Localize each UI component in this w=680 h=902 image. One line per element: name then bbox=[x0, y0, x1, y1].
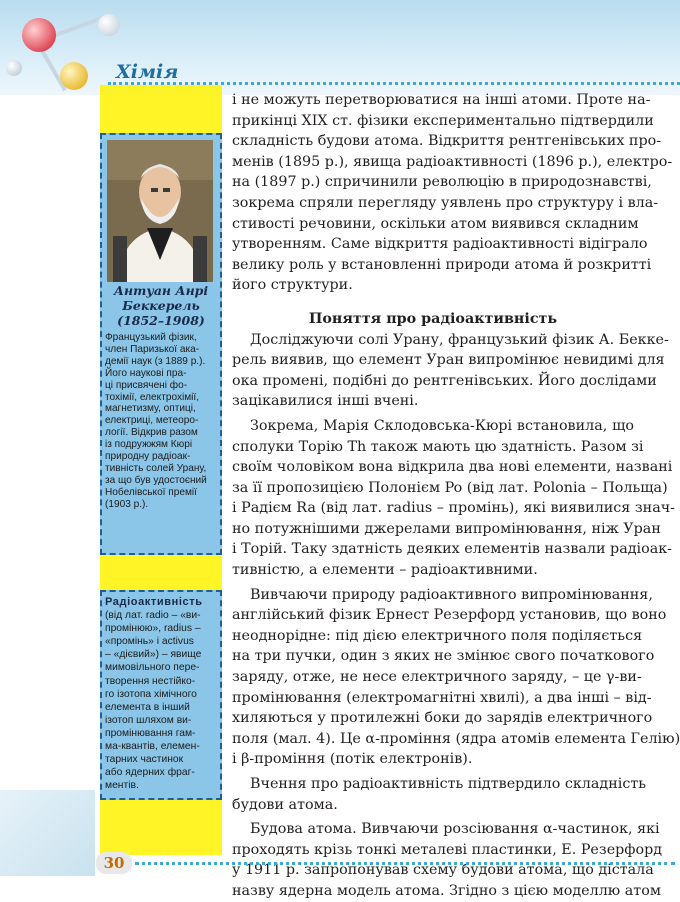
definition-line: ізотоп шляхом ви- bbox=[105, 714, 192, 726]
definition-line: або ядерних фраг- bbox=[105, 767, 195, 779]
text-line: менів (1895 р.), явища радіоактивності (1896 р.), електро- bbox=[232, 153, 673, 170]
scientist-bio bbox=[105, 332, 207, 511]
molecule-atom-yellow bbox=[60, 62, 88, 90]
molecule-atom-red bbox=[22, 18, 56, 52]
bio-line: член Паризької ака- bbox=[105, 343, 200, 355]
footer-decoration bbox=[0, 790, 95, 876]
text-line: хиляються у протилежні боки до зарядів електричного bbox=[232, 710, 653, 727]
text-line: зокрема спряли перегляду уявлень про структуру і вла- bbox=[232, 194, 659, 211]
paragraph-atom-structure bbox=[232, 819, 663, 901]
text-line: і не можуть перетворюватися на інші атоми. Проте на- bbox=[232, 92, 651, 108]
main-text bbox=[232, 90, 680, 902]
page-number: 30 bbox=[96, 852, 132, 874]
bio-line: тохімії, електрохімії, bbox=[105, 391, 200, 403]
text-line: за її пропозицією Полонієм Po (від лат. Polonia – Польща) bbox=[232, 479, 668, 496]
text-line: його структури. bbox=[232, 277, 353, 294]
molecule-atom-small bbox=[6, 60, 22, 76]
bio-line: Французький фізик, bbox=[105, 332, 197, 343]
text-line: неоднорідне: під дією електричного поля поділяється bbox=[232, 627, 643, 644]
text-line: Будова атома. Вивчаючи розсіювання α-частинок, які bbox=[250, 821, 660, 838]
text-line: і Радієм Ra (від лат. radius – промінь), які виявилися знач- bbox=[232, 500, 676, 517]
definition-line: (від лат. radio – «ви- bbox=[105, 610, 201, 622]
text-line: заряду, отже, не несе електричного заряду, – це γ-ви- bbox=[232, 669, 642, 686]
text-line: англійський фізик Ернест Резерфорд установив, що воно bbox=[232, 607, 667, 624]
text-line: стивості речовини, оскільки атом виявився складним bbox=[232, 215, 639, 232]
bio-line: за що був удостоєний bbox=[105, 474, 207, 486]
text-line: зацікавилися інші вчені. bbox=[232, 393, 419, 410]
text-line: проходять крізь тонкі металеві пластинки, Е. Резерфорд bbox=[232, 841, 663, 858]
text-line: Вчення про радіоактивність підтвердило складність bbox=[250, 776, 647, 792]
bio-line: демії наук (з 1889 р.). bbox=[105, 355, 206, 367]
header-divider bbox=[108, 64, 680, 85]
text-line: будови атома. bbox=[232, 796, 338, 813]
text-line: і Торій. Таку здатність деяких елементів назвали радіоак- bbox=[232, 541, 673, 558]
footer-divider bbox=[135, 862, 675, 865]
bio-line: (1903 р.). bbox=[105, 498, 149, 510]
text-line: своїм чоловіком вона відкрила два нові елементи, названі bbox=[232, 459, 673, 476]
bio-line: Нобелівської премії bbox=[105, 486, 197, 498]
definition-line: мимовільного пере- bbox=[105, 662, 200, 674]
paragraph-conclusion bbox=[232, 774, 647, 815]
section-heading: Поняття про радіоактивність bbox=[308, 310, 558, 327]
definition-line: – «дієвий») – явище bbox=[105, 649, 202, 661]
definition-line: промінювання гам- bbox=[105, 727, 196, 739]
text-line: у 1911 р. запропонував схему будови атома, що дістала bbox=[232, 862, 654, 879]
bio-line: логії. Відкрив разом bbox=[105, 427, 198, 439]
text-line: промінювання (електромагнітні хвилі), а два інші – від- bbox=[232, 689, 652, 706]
text-line: Вивчаючи природу радіоактивного випромінювання, bbox=[250, 586, 653, 603]
text-line: сполуки Торію Th також мають цю здатність. Разом зі bbox=[232, 438, 644, 455]
definition-line: го ізотопа хімічного bbox=[105, 688, 197, 700]
bio-line: природну радіоак- bbox=[105, 451, 191, 463]
text-line: утворенням. Саме відкриття радіоактивності відіграло bbox=[232, 236, 648, 253]
text-line: ока промені, подібні до рентгенівських. Його дослідами bbox=[232, 372, 657, 389]
definition-line: ма-квантів, елемен- bbox=[105, 741, 200, 753]
bio-line: ці присвячені фо- bbox=[105, 379, 188, 391]
paragraph-curie bbox=[232, 416, 676, 581]
definition-line: ментів. bbox=[105, 780, 139, 792]
text-line: назву ядерна модель атома. Згідно з цією моделлю атом bbox=[232, 882, 661, 899]
text-line: на три пучки, один з яких не змінює свого початкового bbox=[232, 648, 655, 665]
bio-line: тивність солей Урану, bbox=[105, 462, 207, 474]
paragraph-intro bbox=[232, 90, 673, 296]
text-line: но потужнішими джерелами випромінювання, ніж Уран bbox=[232, 520, 661, 537]
text-line: Досліджуючи солі Урану, французький фізик А. Бекке- bbox=[250, 331, 669, 348]
text-line: рель виявив, що елемент Уран випромінює невидимі для bbox=[232, 352, 665, 369]
bio-line: Його наукові пра- bbox=[105, 367, 187, 379]
definition-text bbox=[105, 596, 203, 792]
paragraph-becquerel bbox=[232, 330, 669, 412]
definition-line: тарних частинок bbox=[105, 754, 184, 766]
text-line: складність будови атома. Відкриття рентгенівських про- bbox=[232, 133, 662, 150]
text-line: велику роль у встановленні природи атома й розкритті bbox=[232, 256, 652, 273]
bio-line: магнетизму, оптиці, bbox=[105, 403, 196, 415]
bio-line: із подружжям Кюрі bbox=[105, 439, 193, 451]
text-line: поля (мал. 4). Це α-проміння (ядра атомів елемента Гелію) bbox=[232, 730, 680, 747]
scientist-name-line2: Беккерель bbox=[122, 298, 200, 313]
molecule-atom-white bbox=[98, 14, 120, 36]
scientist-years: (1852–1908) bbox=[117, 313, 205, 328]
definition-title: Радіоактивність bbox=[105, 596, 203, 608]
definition-line: елемента в інший bbox=[105, 701, 190, 713]
text-line: і β-проміння (потік електронів). bbox=[232, 751, 473, 768]
portrait-photo bbox=[107, 140, 213, 282]
scientist-name-line1: Антуан Анрі bbox=[113, 283, 209, 298]
text-line: Зокрема, Марія Склодовська-Кюрі встановила, що bbox=[250, 417, 634, 434]
subject-title: Хімія bbox=[116, 61, 179, 83]
definition-line: творення нестійко- bbox=[105, 675, 196, 687]
bio-line: електриці, метеоро- bbox=[105, 415, 199, 427]
definition-line: «промінь» і activus bbox=[105, 636, 194, 648]
text-line: прикінці XIX ст. фізики експериментально підтвердили bbox=[232, 112, 654, 129]
paragraph-rutherford bbox=[232, 585, 680, 770]
text-line: на (1897 р.) спричинили революцію в природознавстві, bbox=[232, 174, 652, 191]
scientist-portrait-image bbox=[107, 140, 213, 282]
scientist-name bbox=[102, 283, 220, 328]
text-line: тивністю, а елементи – радіоактивними. bbox=[232, 562, 538, 579]
definition-line: промінюю», radius – bbox=[105, 623, 201, 635]
